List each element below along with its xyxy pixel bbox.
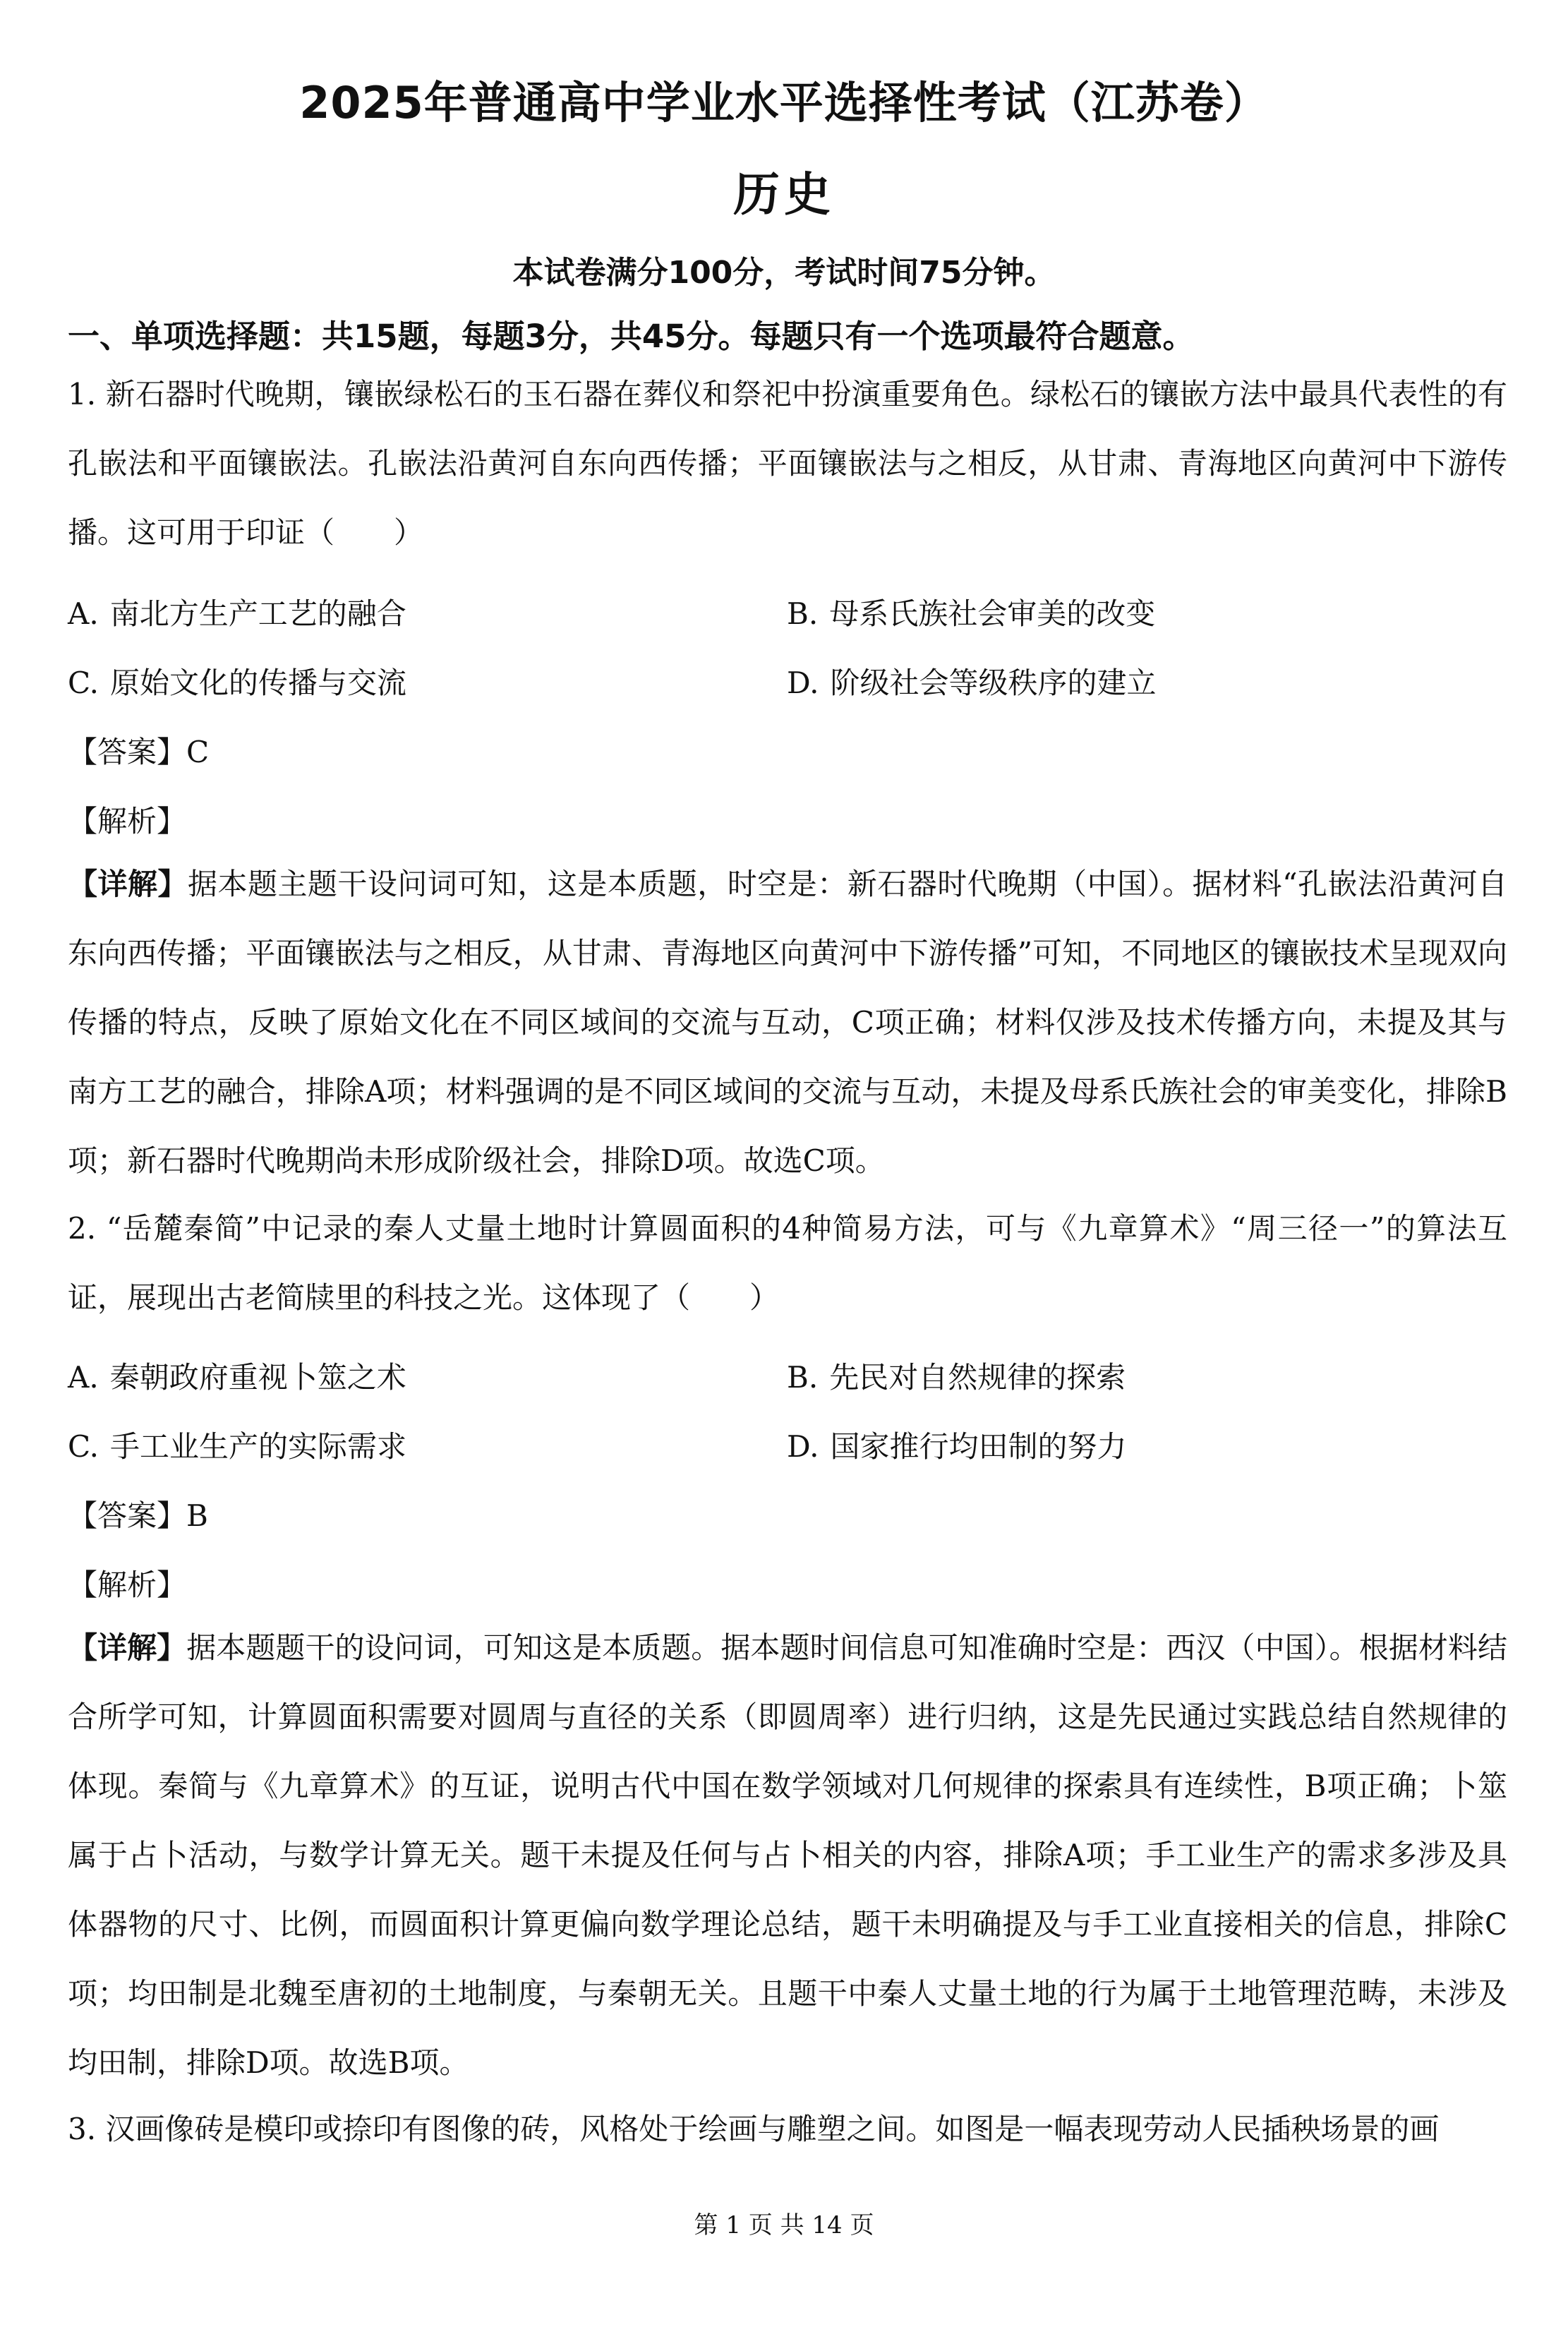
question-1-option-b: B. 母系氏族社会审美的改变 — [787, 596, 1156, 631]
option-letter: C. — [68, 666, 99, 700]
question-2-option-c: C. 手工业生产的实际需求 — [68, 1429, 407, 1464]
subject-title: 历史 — [733, 167, 835, 222]
detail-text: 据本题题干的设问词，可知这是本质题。据本题时间信息可知准确时空是：西汉（中国）。根据材料结合所学可知，计算圆面积需要对圆周与直径的关系（即圆周率）进行归纳，这是先民通过实践总结自然规律的体现。秦简与《九章算术》的互证，说明古代中国在数学领域对几何规律的探索具有连续性，B项正确；卜筮属于占卜活动，与数学计算无关。题干未提及任何与占卜相关的内容，排除A项；手工业生产的需求多涉及具体器物的尺寸、比例，而圆面积计算更偏向数学理论总结，题干未明确提及与手工业直接相关的信息，排除C项；均田制是北魏至唐初的土地制度，与秦朝无关。且题干中秦人丈量土地的行为属于土地管理范畴，未涉及均田制，排除D项。故选B项。 — [68, 1630, 1507, 2080]
option-letter: C. — [68, 1429, 99, 1464]
question-1-detail — [68, 850, 1507, 1196]
question-2-analysis-label: 【解析】 — [68, 1568, 187, 1602]
detail-label: 【详解】 — [68, 867, 188, 901]
option-letter: A. — [68, 1360, 99, 1395]
question-2-answer — [68, 1495, 208, 1537]
answer-value: B — [186, 1498, 208, 1533]
question-1-option-c: C. 原始文化的传播与交流 — [68, 666, 407, 700]
question-3-stem: 3. 汉画像砖是模印或捺印有图像的砖，风格处于绘画与雕塑之间。如图是一幅表现劳动人民插秧场景的画 — [68, 2112, 1440, 2146]
question-2-option-b: B. 先民对自然规律的探索 — [787, 1360, 1126, 1395]
question-1-option-a: A. 南北方生产工艺的融合 — [68, 596, 406, 631]
exam-info: 本试卷满分100分，考试时间75分钟。 — [512, 255, 1056, 291]
question-1-stem: 1. 新石器时代晚期，镶嵌绿松石的玉石器在葬仪和祭祀中扮演重要角色。绿松石的镶嵌方法中最具代表性的有孔嵌法和平面镶嵌法。孔嵌法沿黄河自东向西传播；平面镶嵌法与之相反，从甘肃、青海地区向黄河中下游传播。这可用于印证（ ） — [68, 377, 1507, 550]
detail-text: 据本题主题干设问词可知，这是本质题，时空是：新石器时代晚期（中国）。据材料“孔嵌法沿黄河自东向西传播；平面镶嵌法与之相反，从甘肃、青海地区向黄河中下游传播”可知，不同地区的镶嵌技术呈现双向传播的特点，反映了原始文化在不同区域间的交流与互动，C项正确；材料仅涉及技术传播方向，未提及其与南方工艺的融合，排除A项；材料强调的是不同区域间的交流与互动，未提及母系氏族社会的审美变化，排除B项；新石器时代晚期尚未形成阶级社会，排除D项。故选C项。 — [68, 867, 1507, 1178]
section-heading: 一、单项选择题：共15题，每题3分，共45分。每题只有一个选项最符合题意。 — [68, 318, 1195, 355]
question-1-answer — [68, 731, 209, 774]
option-letter: D. — [787, 1429, 819, 1464]
question-2-detail — [68, 1613, 1507, 2098]
option-letter: D. — [787, 666, 819, 700]
answer-label: 【答案】 — [68, 1498, 187, 1533]
answer-label: 【答案】 — [68, 735, 187, 769]
detail-label: 【详解】 — [68, 1630, 187, 1665]
option-letter: A. — [68, 596, 99, 631]
page-footer: 第 1 页 共 14 页 — [694, 2211, 874, 2239]
question-2-stem: 2. “岳麓秦简”中记录的秦人丈量土地时计算圆面积的4种简易方法，可与《九章算术》“周三径一”的算法互证，展现出古老简牍里的科技之光。这体现了（ ） — [68, 1211, 1507, 1315]
question-2-option-d: D. 国家推行均田制的努力 — [787, 1429, 1127, 1464]
question-1-option-d: D. 阶级社会等级秩序的建立 — [787, 666, 1157, 700]
question-2-option-a: A. 秦朝政府重视卜筮之术 — [68, 1360, 406, 1395]
exam-title: 2025年普通高中学业水平选择性考试（江苏卷） — [299, 77, 1269, 128]
answer-value: C — [186, 735, 210, 769]
option-letter: B. — [787, 596, 819, 631]
option-letter: B. — [787, 1360, 819, 1395]
question-1-analysis-label: 【解析】 — [68, 804, 187, 838]
